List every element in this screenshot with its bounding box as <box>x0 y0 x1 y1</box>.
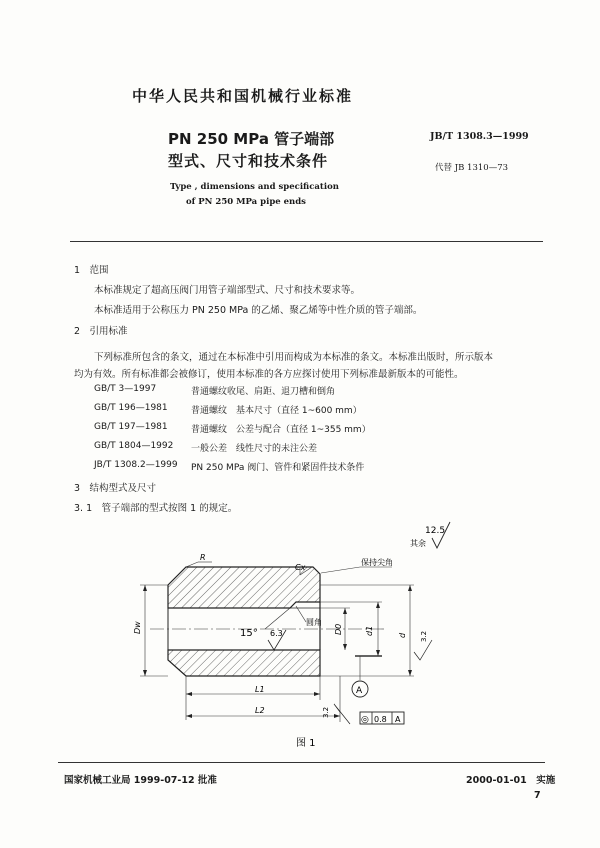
datum-a-label: A <box>356 686 363 696</box>
roughness-value: 3.2 <box>322 706 330 718</box>
roughness-rest-label: 其余 <box>410 539 426 548</box>
keep-sharp-label: 保持尖角 <box>361 558 393 567</box>
roughness-value: 3.2 <box>420 630 428 642</box>
standard-number: JB/T 1308.3—1999 <box>430 131 529 142</box>
english-title-line1: Type , dimensions and specification <box>170 182 339 192</box>
page-number: 7 <box>534 790 541 801</box>
length-l1-label: L1 <box>255 685 265 694</box>
figure-caption: 图 1 <box>296 738 316 749</box>
round-corner-label: 圆角 <box>306 618 322 627</box>
thread-diameter-label: d <box>398 632 407 638</box>
section-2-paragraph-line2: 均为有效。所有标准都会被修订，使用本标准的各方应探讨使用下列标准最新版本的可能性。 <box>74 369 464 380</box>
length-l2-label: L2 <box>255 706 265 715</box>
outer-diameter-label: Dw <box>133 621 142 634</box>
section-2-heading: 2 引用标准 <box>74 326 128 337</box>
reference-code: GB/T 3—1997 <box>94 384 157 394</box>
issuing-authority-title: 中华人民共和国机械行业标准 <box>132 87 354 105</box>
section-1-heading: 1 范围 <box>74 265 109 276</box>
reference-title: 一般公差 线性尺寸的未注公差 <box>191 444 318 454</box>
radius-label: R <box>200 553 206 562</box>
effective-date: 2000-01-01 实施 <box>466 775 556 786</box>
reference-title: 普通螺纹 基本尺寸（直径 1~600 mm） <box>191 406 362 416</box>
thread-minor-diameter-label: d1 <box>365 625 374 636</box>
bore-diameter-label: D0 <box>334 623 343 635</box>
replaces-standard: 代替 JB 1310—73 <box>435 163 509 173</box>
english-title-line2: of PN 250 MPa pipe ends <box>186 197 306 207</box>
reference-code: GB/T 1804—1992 <box>94 441 174 451</box>
roughness-value: 6.3 <box>270 629 283 638</box>
pipe-wall-top <box>168 567 320 608</box>
reference-title: 普通螺纹 公差与配合（直径 1~355 mm） <box>191 425 371 435</box>
cone-angle-label: 15° <box>240 628 258 639</box>
section-1-paragraph-2: 本标准适用于公称压力 PN 250 MPa 的乙烯、聚乙烯等中性介质的管子端部。 <box>94 305 423 316</box>
reference-title: PN 250 MPa 阀门、管件和紧固件技术条件 <box>191 463 365 473</box>
roughness-rest-value: 12.5 <box>425 526 446 536</box>
section-1-paragraph-1: 本标准规定了超高压阀门用管子端部型式、尺寸和技术要求等。 <box>94 285 361 296</box>
reference-code: JB/T 1308.2—1999 <box>94 460 178 470</box>
section-3-heading: 3 结构型式及尺寸 <box>74 483 157 494</box>
reference-code: GB/T 197—1981 <box>94 422 168 432</box>
section-2-paragraph-line1: 下列标准所包含的条文，通过在本标准中引用而构成为本标准的条文。本标准出版时，所示版本 <box>94 352 494 363</box>
reference-code: GB/T 196—1981 <box>94 403 168 413</box>
tolerance-value: 0.8 <box>374 715 387 724</box>
pipe-wall-bottom <box>168 650 320 676</box>
approval-info: 国家机械工业局 1999-07-12 批准 <box>64 775 217 786</box>
tolerance-datum: A <box>395 715 401 724</box>
clause-3-1: 3. 1 管子端部的型式按图 1 的规定。 <box>74 503 238 514</box>
reference-title: 普通螺纹收尾、肩距、退刀槽和倒角 <box>191 387 336 397</box>
footer-divider <box>58 762 545 763</box>
document-title-line1: PN 250 MPa 管子端部 <box>168 130 335 148</box>
concentricity-symbol: ◎ <box>361 715 369 725</box>
document-title-line2: 型式、尺寸和技术条件 <box>168 152 329 170</box>
chamfer-label: Cx <box>295 563 306 572</box>
